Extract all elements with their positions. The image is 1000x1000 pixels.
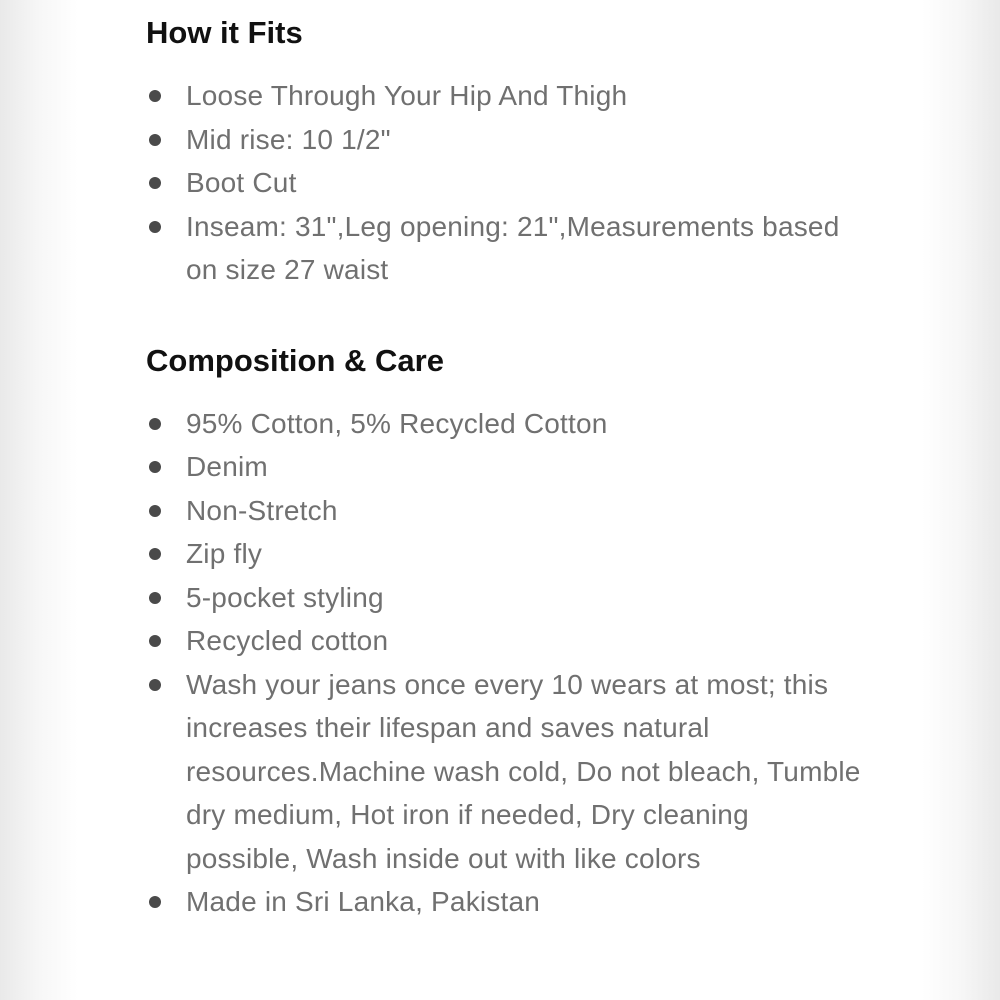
composition-care-heading: Composition & Care — [146, 342, 444, 378]
list-item: Made in Sri Lanka, Pakistan — [146, 880, 866, 924]
how-it-fits-section — [146, 12, 866, 292]
list-item: 95% Cotton, 5% Recycled Cotton — [146, 402, 866, 446]
list-item: Loose Through Your Hip And Thigh — [146, 74, 866, 118]
composition-care-section — [146, 340, 866, 924]
list-item: Boot Cut — [146, 161, 866, 205]
list-item: Zip fly — [146, 532, 866, 576]
how-it-fits-heading: How it Fits — [146, 15, 303, 50]
list-item: 5-pocket styling — [146, 576, 866, 620]
list-item: Denim — [146, 445, 866, 489]
list-item: Non-Stretch — [146, 489, 866, 533]
list-item: Wash your jeans once every 10 wears at most; this increases their lifespan and saves natural resources.Machine wash cold, Do not bleach, Tumble dry medium, Hot iron if needed, Dry cleaning possible, Wash inside out with like colors — [146, 663, 866, 881]
how-it-fits-list — [146, 74, 866, 292]
composition-care-list — [146, 402, 866, 924]
product-details-content — [146, 12, 866, 924]
list-item: Mid rise: 10 1/2" — [146, 118, 866, 162]
list-item: Inseam: 31",Leg opening: 21",Measurements based on size 27 waist — [146, 205, 866, 292]
list-item: Recycled cotton — [146, 619, 866, 663]
